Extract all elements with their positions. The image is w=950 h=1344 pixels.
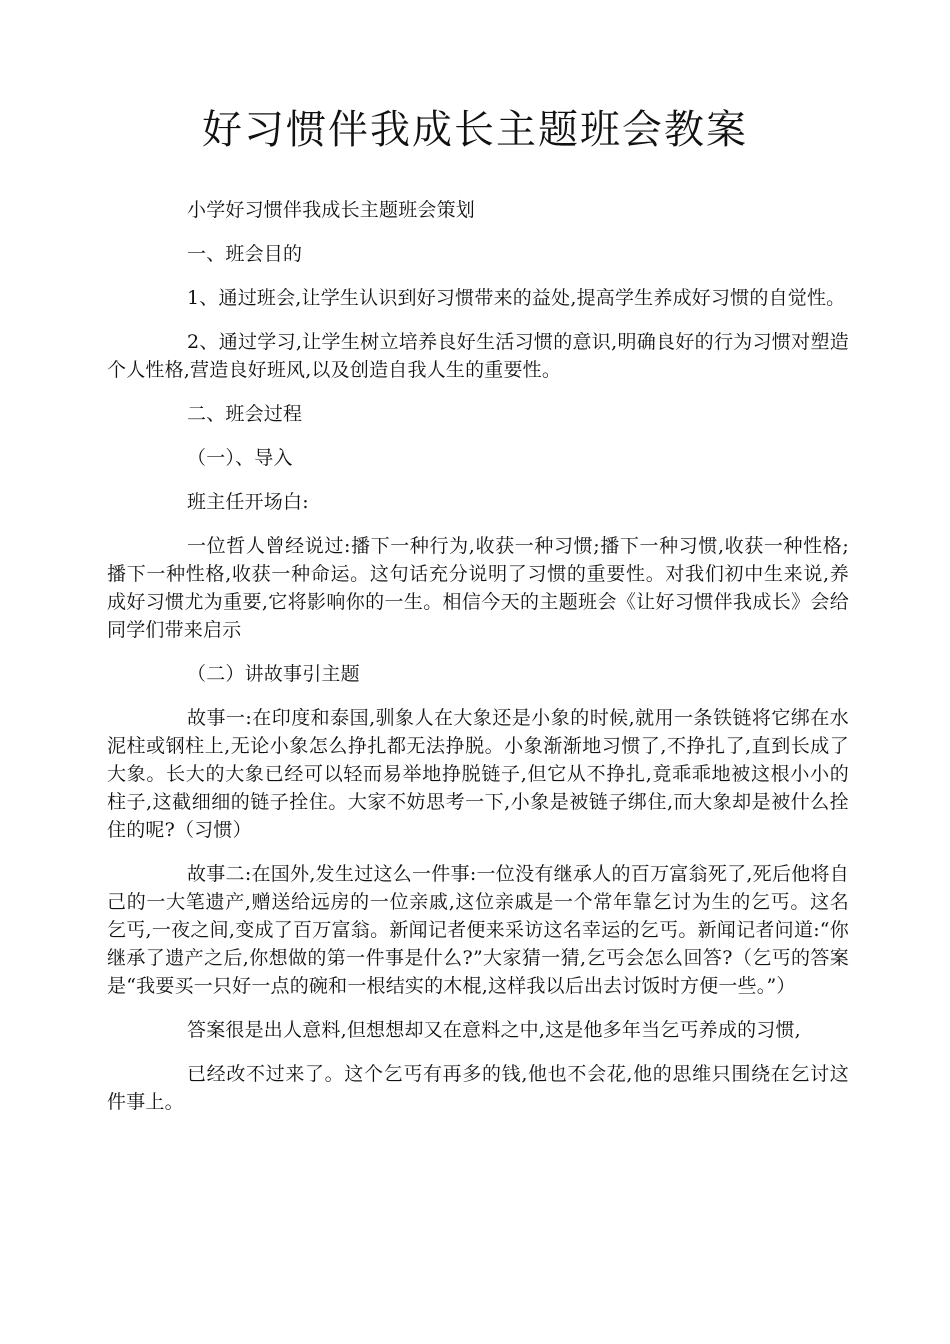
paragraph-philosopher-quote: 一位哲人曾经说过:播下一种行为,收获一种习惯;播下一种习惯,收获一种性格;播下一种性格,收获一种命运。这句话充分说明了习惯的重要性。对我们初中生来说,养成好习惯尤为重要,它将影响你的一生。相信今天的主题班会《让好习惯伴我成长》会给同学们带来启示	[107, 535, 849, 641]
paragraph-story-two: 故事二:在国外,发生过这么一件事:一位没有继承人的百万富翁死了,死后他将自己的一大笔遗产,赠送给远房的一位亲戚,这位亲戚是一个常年靠乞讨为生的乞丐。这名乞丐,一夜之间,变成了百万富翁。新闻记者便来采访这名幸运的乞丐。新闻记者问道:“你继承了遗产之后,你想做的第一件事是什么?”大家猜一猜,乞丐会怎么回答?（乞丐的答案是“我要买一只好一点的碗和一根结实的木棍,这样我以后出去讨饭时方便一些。”）	[107, 863, 849, 997]
document-title: 好习惯伴我成长主题班会教案	[202, 107, 748, 153]
paragraph-story-one: 故事一:在印度和泰国,驯象人在大象还是小象的时候,就用一条铁链将它绑在水泥柱或钢柱上,无论小象怎么挣扎都无法挣脱。小象渐渐地习惯了,不挣扎了,直到长成了大象。长大的大象已经可以轻而易举地挣脱链子,但它从不挣扎,竟乖乖地被这根小小的柱子,这截细细的链子拴住。大家不妨思考一下,小象是被链子绑住,而大象却是被什么拴住的呢?（习惯）	[107, 707, 849, 841]
paragraph-teacher-opening: 班主任开场白:	[187, 491, 309, 513]
paragraph-subsection-stories: （二）讲故事引主题	[187, 663, 360, 685]
paragraph-subsection-intro: （一）、导入	[187, 447, 293, 469]
paragraph-answer-continued: 已经改不过来了。这个乞丐有再多的钱,他也不会花,他的思维只围绕在乞讨这件事上。	[107, 1063, 849, 1113]
paragraph-plan-title: 小学好习惯伴我成长主题班会策划	[187, 199, 476, 221]
document-body	[107, 196, 849, 1132]
paragraph-purpose-1: 1、通过班会,让学生认识到好习惯带来的益处,提高学生养成好习惯的自觉性。	[187, 287, 846, 309]
paragraph-section-purpose: 一、班会目的	[187, 243, 303, 265]
paragraph-section-process: 二、班会过程	[187, 403, 303, 425]
paragraph-answer: 答案很是出人意料,但想想却又在意料之中,这是他多年当乞丐养成的习惯,	[187, 1019, 801, 1041]
paragraph-purpose-2: 2、通过学习,让学生树立培养良好生活习惯的意识,明确良好的行为习惯对塑造个人性格,营造良好班风,以及创造自我人生的重要性。	[107, 331, 849, 381]
